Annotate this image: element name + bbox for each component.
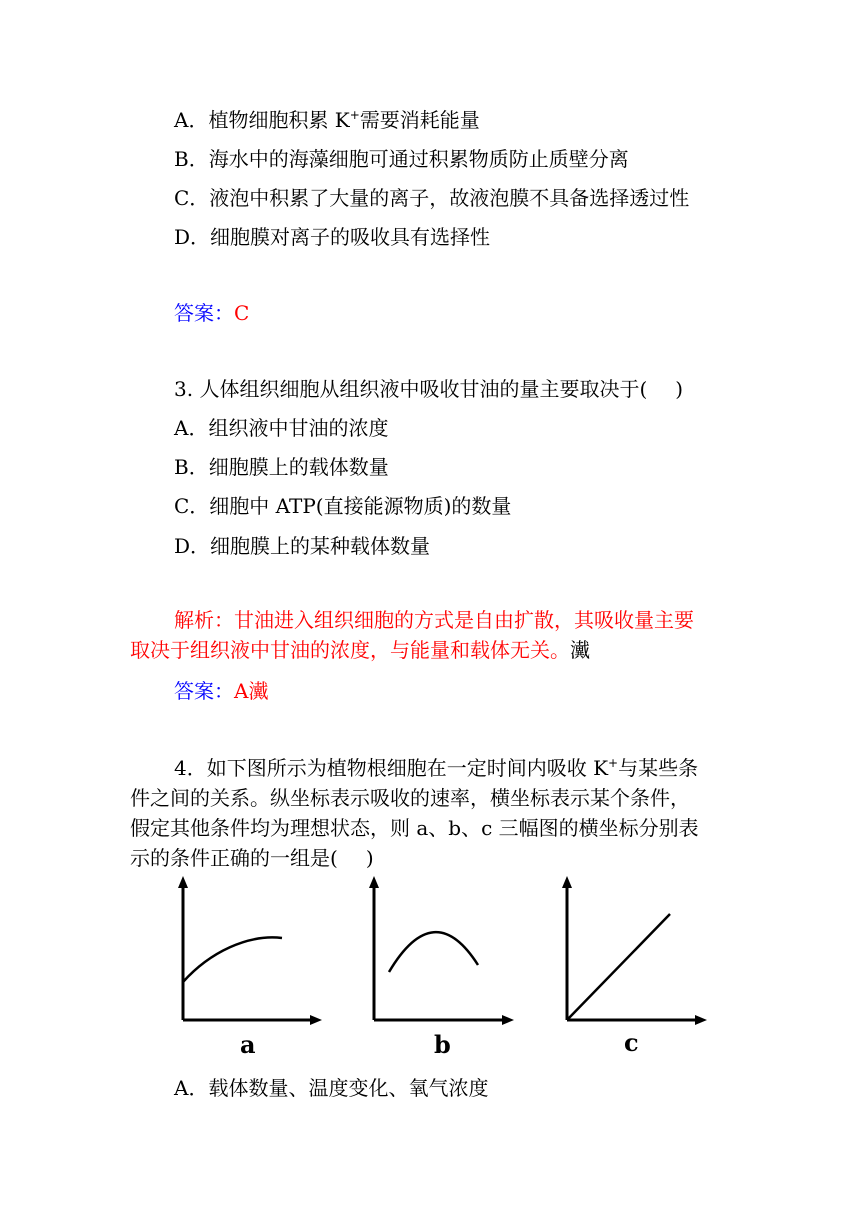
q4-stem-line3: 假定其他条件均为理想状态，则 a、b、c 三幅图的横坐标分别表 <box>130 816 699 840</box>
q2-answer-label: 答案： <box>174 301 234 325</box>
q3-answer-value: A <box>234 679 249 703</box>
k-plus-sup: + <box>349 108 360 122</box>
q4-k-plus-sup: + <box>608 756 619 770</box>
q3-analysis-line2 <box>130 636 590 664</box>
q3-option-d: D．细胞膜上的某种载体数量 <box>174 534 431 558</box>
figure-b <box>360 876 520 1026</box>
q3-analysis-line1: 解析：甘油进入组织细胞的方式是自由扩散，其吸收量主要 <box>174 608 694 632</box>
figure-a-y-arrow <box>178 876 188 888</box>
figure-b-graph <box>360 876 520 1026</box>
q4-stem-line4 <box>130 844 374 872</box>
q3-option-b: B．细胞膜上的载体数量 <box>174 455 389 479</box>
q3-option-a: A．组织液中甘油的浓度 <box>174 416 389 440</box>
figure-a-x-arrow <box>310 1015 322 1025</box>
figure-a-graph <box>170 876 330 1026</box>
q4-stem-line2: 件之间的关系。纵坐标表示吸收的速率，横坐标表示某个条件， <box>130 786 690 810</box>
q3-answer <box>174 677 268 705</box>
figure-c-label: c <box>624 1028 639 1057</box>
figure-a-label: a <box>240 1030 256 1059</box>
figure-b-x-arrow <box>502 1015 514 1025</box>
q3-answer-label: 答案： <box>174 679 234 703</box>
q4-option-a: A．载体数量、温度变化、氧气浓度 <box>174 1076 489 1100</box>
q4-stem-line1-post: 与某些条 <box>618 756 699 780</box>
q2-option-a-pre: A．植物细胞积累 K <box>174 108 350 132</box>
q2-option-d: D．细胞膜对离子的吸收具有选择性 <box>174 225 491 249</box>
figure-c <box>553 876 713 1026</box>
q3-stem-pre: 3. 人体组织细胞从组织液中吸收甘油的量主要取决于( <box>174 377 648 401</box>
q2-option-a <box>174 106 480 134</box>
q3-analysis-tail: 瀻 <box>570 638 590 662</box>
q3-stem-post: ) <box>675 377 684 401</box>
figure-c-line <box>567 914 670 1020</box>
figure-b-y-arrow <box>369 876 379 888</box>
figure-c-graph <box>553 876 713 1026</box>
q3-stem <box>174 375 683 403</box>
figure-a-curve <box>183 937 282 982</box>
figure-b-label: b <box>434 1030 451 1059</box>
figure-a <box>170 876 330 1026</box>
q4-stem-line1 <box>174 754 698 782</box>
q2-option-c: C．液泡中积累了大量的离子，故液泡膜不具备选择透过性 <box>174 186 690 210</box>
q3-analysis-line2-text: 取决于组织液中甘油的浓度，与能量和载体无关。 <box>130 638 570 662</box>
q4-stem-line4-post: ) <box>365 846 374 870</box>
q4-stem-line4-pre: 示的条件正确的一组是( <box>130 846 338 870</box>
q2-answer-value: C <box>234 301 250 325</box>
q4-stem-line1-pre: 4．如下图所示为植物根细胞在一定时间内吸收 K <box>174 756 609 780</box>
q3-option-c: C．细胞中 ATP(直接能源物质)的数量 <box>174 494 512 518</box>
figure-c-y-arrow <box>562 876 572 888</box>
q2-answer <box>174 299 249 327</box>
q2-option-a-post: 需要消耗能量 <box>359 108 480 132</box>
figure-b-curve <box>389 932 478 972</box>
q3-answer-tail: 瀻 <box>248 679 269 703</box>
q2-option-b: B．海水中的海藻细胞可通过积累物质防止质壁分离 <box>174 147 629 171</box>
figure-c-x-arrow <box>695 1015 707 1025</box>
